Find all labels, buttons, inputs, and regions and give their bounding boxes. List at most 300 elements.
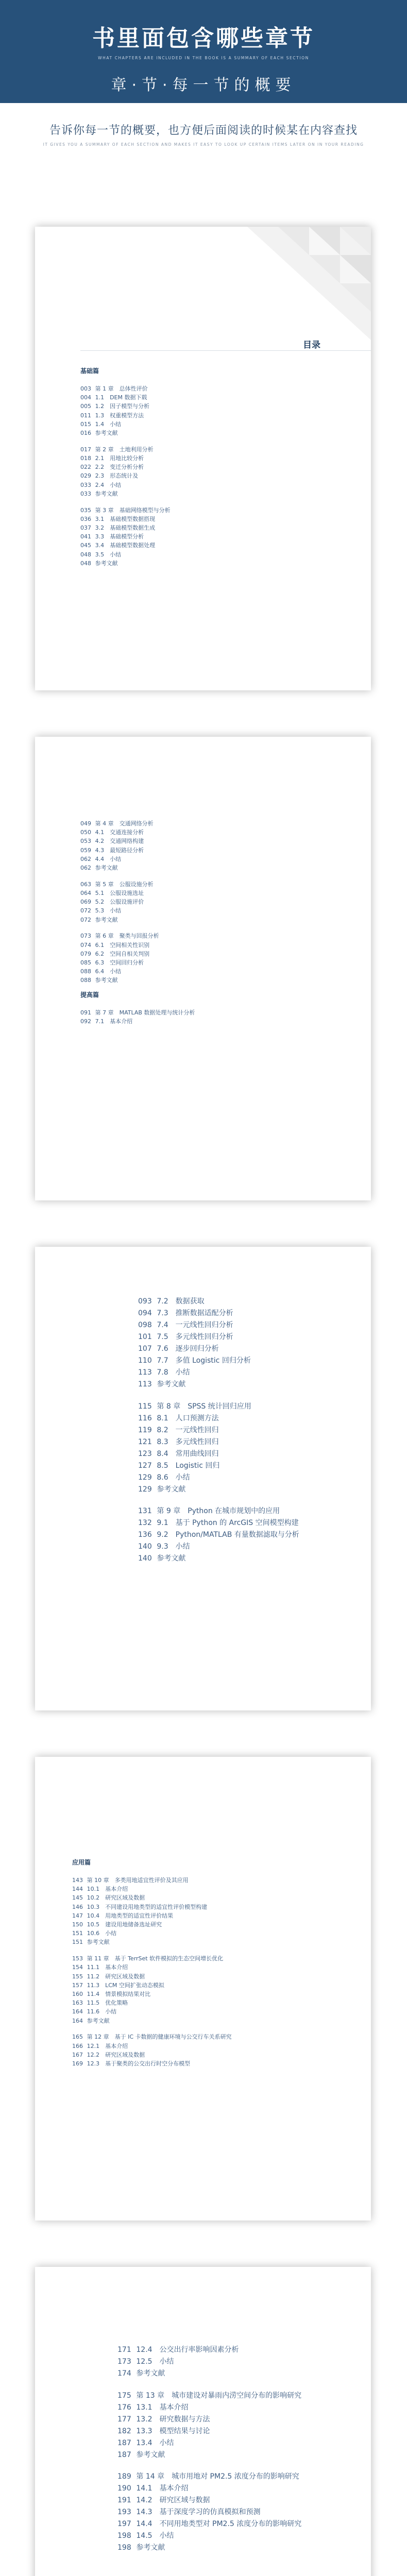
toc-page-number: 198 (117, 2532, 131, 2540)
toc-entry (80, 906, 121, 914)
toc-page-4 (35, 1757, 371, 2221)
toc-page-number: 004 (80, 394, 91, 401)
toc-entry (138, 1319, 233, 1330)
toc-page-number: 176 (117, 2403, 131, 2412)
toc-page-number: 164 (72, 2017, 83, 2024)
toc-page-number: 035 (80, 506, 91, 514)
toc-entry (117, 2356, 174, 2366)
toc-entry-title: 11.1 基本介绍 (87, 1964, 128, 1971)
toc-entry (138, 1505, 280, 1516)
toc-entry (117, 2495, 210, 2505)
toc-entry-title: 13.2 研究数据与方法 (136, 2415, 210, 2424)
toc-entry (80, 837, 144, 845)
toc-page-number: 074 (80, 941, 91, 948)
toc-page-number: 036 (80, 515, 91, 522)
toc-entry-title: 第 4 章 交通网络分析 (95, 820, 154, 827)
toc-page-number: 113 (138, 1380, 152, 1388)
toc-entry-title: 2.1 用地比较分析 (95, 454, 144, 462)
toc-page-1 (35, 227, 371, 690)
toc-entry (138, 1331, 233, 1342)
toc-entry-title: 第 10 章 多类用地适宜性评价及其应用 (87, 1876, 189, 1884)
toc-entry-title: 7.5 多元线性回归分析 (157, 1333, 233, 1341)
toc-entry (80, 550, 121, 558)
toc-entry (72, 1885, 128, 1893)
toc-entry (117, 2344, 239, 2354)
toc-page-3 (35, 1247, 371, 1710)
toc-entry-title: 7.7 多值 Logistic 回归分析 (157, 1357, 251, 1365)
toc-entry-title: 参考文献 (95, 865, 118, 871)
toc-page-number: 048 (80, 560, 91, 567)
toc-entry-title: 7.1 基本介绍 (95, 1018, 133, 1025)
toc-page-number: 150 (72, 1921, 83, 1928)
toc-entry-title: 参考文献 (95, 429, 118, 436)
toc-entry (138, 1436, 219, 1447)
toc-entry (80, 931, 159, 940)
toc-entry-title: 参考文献 (95, 490, 118, 497)
toc-page-number: 116 (138, 1414, 152, 1422)
toc-entry (117, 2437, 174, 2448)
toc-page-number: 093 (138, 1297, 152, 1306)
toc-page-number: 140 (138, 1543, 152, 1551)
toc-entry (117, 2530, 174, 2540)
toc-entry (72, 2016, 110, 2025)
toc-entry (72, 1981, 164, 1989)
toc-page-number: 123 (138, 1449, 152, 1458)
toc-entry-title: 第 11 章 基于 TerrSet 软件模拟的生态空间增长优化 (87, 1955, 224, 1962)
toc-page-number: 048 (80, 551, 91, 558)
toc-entry (72, 2042, 128, 2050)
toc-page-number: 171 (117, 2346, 131, 2354)
toc-entry-title: 7.6 逐步回归分析 (157, 1345, 219, 1353)
toc-page-number: 050 (80, 829, 91, 836)
toc-page-number: 160 (72, 1990, 83, 1997)
banner-title: 书里面包含哪些章节 (92, 25, 315, 52)
toc-entry-title: 5.2 公服设施评价 (95, 899, 144, 906)
toc-entry-title: 9.1 基于 Python 的 ArcGIS 空间模型构建 (157, 1519, 299, 1528)
toc-entry-title: 参考文献 (95, 560, 118, 567)
toc-page-number: 127 (138, 1461, 152, 1470)
toc-page-number: 191 (117, 2496, 131, 2505)
toc-entry-title: 参考文献 (136, 2544, 165, 2552)
toc-entry-title: 8.5 Logistic 回归 (157, 1461, 220, 1470)
toc-page-number: 022 (80, 464, 91, 471)
toc-entry (117, 2506, 261, 2517)
toc-page-number: 157 (72, 1981, 83, 1989)
toc-entry (117, 2483, 189, 2493)
toc-page-number: 041 (80, 533, 91, 540)
toc-entry-title: 第 1 章 总体性评价 (95, 385, 148, 392)
toc-entry (80, 532, 144, 540)
toc-entry (80, 402, 149, 410)
toc-entry-title: 第 8 章 SPSS 统计回归应用 (157, 1402, 251, 1411)
toc-entry (138, 1308, 233, 1318)
toc-entry-title: 10.3 不同建设用地类型的适宜性评价模型构建 (87, 1903, 208, 1910)
toc-page-number: 091 (80, 1009, 91, 1016)
toc-entry-title: 参考文献 (157, 1380, 186, 1388)
toc-entry-title: 1.2 因子模型与分析 (95, 403, 150, 410)
toc-page-number: 069 (80, 899, 91, 906)
toc-entry-title: 8.3 多元线性回归 (157, 1437, 219, 1446)
toc-entry-title: 14.2 研究区域与数据 (136, 2496, 210, 2505)
toc-entry (72, 1998, 128, 2007)
toc-entry (138, 1484, 185, 1494)
toc-page-number: 088 (80, 977, 91, 984)
toc-page-number: 146 (72, 1903, 83, 1910)
toc-entry-title: 第 6 章 聚类与回报分析 (95, 933, 159, 940)
toc-page-number: 017 (80, 446, 91, 453)
toc-page-number: 053 (80, 838, 91, 845)
toc-entry-title: 5.1 公服设施选址 (95, 890, 144, 897)
toc-entry (80, 863, 118, 872)
toc-entry-title: 参考文献 (157, 1554, 186, 1563)
toc-page-2 (35, 737, 371, 1200)
toc-entry-title: 3.2 基础模型数据生成 (95, 524, 156, 531)
toc-page-number: 164 (72, 2008, 83, 2015)
toc-page-number: 151 (72, 1930, 83, 1937)
toc-entry-title: 参考文献 (95, 916, 118, 923)
toc-entry (80, 976, 118, 984)
toc-entry (80, 489, 118, 498)
toc-page-5 (35, 2267, 371, 2576)
toc-entry (72, 1893, 145, 1902)
toc-entry-title: 14.1 基本介绍 (136, 2484, 189, 2493)
toc-page-number: 193 (117, 2508, 131, 2517)
toc-entry (72, 1963, 128, 1971)
toc-page-number: 005 (80, 403, 91, 410)
toc-entry-title: 4.1 交通连接分析 (95, 829, 144, 836)
section-heading: 提高篇 (80, 991, 99, 999)
toc-page-number: 147 (72, 1912, 83, 1919)
toc-entry-title: 11.6 小结 (87, 2008, 117, 2015)
toc-entry (138, 1296, 205, 1306)
toc-entry (117, 2402, 189, 2412)
toc-entry-title: 4.4 小结 (95, 855, 122, 862)
toc-page-number: 163 (72, 1999, 83, 2007)
toc-entry-title: 3.1 基础模型数据搭现 (95, 515, 156, 522)
toc-entry-title: 第 3 章 基础网络模型与分析 (95, 506, 171, 514)
toc-entry-title: 4.3 最短路径分析 (95, 846, 144, 854)
toc-page-number: 029 (80, 472, 91, 480)
toc-entry (72, 1990, 150, 1998)
tagline: 告诉你每一节的概要，也方便后面阅读的时候某在内容查找 (49, 124, 358, 137)
toc-entry-title: 7.4 一元线性回归分析 (157, 1321, 233, 1329)
toc-entry (80, 515, 155, 523)
toc-page-number: 153 (72, 1955, 83, 1962)
toc-page-number: 151 (72, 1939, 83, 1946)
toc-entry-title: 第 12 章 基于 IC 卡数据的健康环境与公交行车关系研究 (87, 2033, 232, 2041)
toc-entry-title: 第 9 章 Python 在城市规划中的应用 (157, 1507, 280, 1516)
toc-page-number: 154 (72, 1964, 83, 1971)
toc-entry-title: 参考文献 (95, 977, 118, 984)
toc-entry (80, 889, 144, 897)
toc-entry (117, 2426, 210, 2436)
toc-page-number: 033 (80, 481, 91, 488)
toc-entry-title: 7.2 数据获取 (157, 1297, 205, 1306)
toc-entry-title: 2.3 形态统计及 (95, 472, 139, 480)
toc-entry-title: 12.5 小结 (136, 2358, 174, 2366)
toc-entry (72, 1929, 116, 1937)
toc-entry-title: 参考文献 (157, 1485, 186, 1494)
toc-entry (80, 897, 144, 906)
toc-entry (117, 2542, 165, 2552)
toc-page-number: 092 (80, 1018, 91, 1025)
toc-entry (72, 1876, 189, 1884)
toc-entry-title: 5.3 小结 (95, 907, 122, 914)
toc-entry-title: 14.4 不同用地类型对 PM2.5 浓度分布的影响研究 (136, 2520, 302, 2529)
toc-page-number: 129 (138, 1473, 152, 1482)
toc-page-number: 062 (80, 865, 91, 871)
toc-page-number: 115 (138, 1402, 152, 1411)
toc-entry-title: 13.4 小结 (136, 2438, 174, 2447)
toc-page-number: 072 (80, 916, 91, 923)
toc-entry (72, 2059, 190, 2067)
toc-entry-title: 2.4 小结 (95, 481, 122, 488)
toc-page-number: 187 (117, 2438, 131, 2447)
toc-page-number: 113 (138, 1368, 152, 1377)
toc-entry (80, 420, 121, 428)
toc-page-number: 107 (138, 1345, 152, 1353)
toc-page-number: 174 (117, 2369, 131, 2378)
toc-entry-title: 6.4 小结 (95, 968, 122, 975)
toc-entry (117, 2390, 301, 2400)
toc-page-number: 173 (117, 2358, 131, 2366)
toc-entry (80, 1017, 132, 1025)
toc-entry (138, 1553, 185, 1563)
toc-entry-title: 3.3 基础模型分析 (95, 533, 144, 540)
toc-title: 目录 (303, 340, 320, 350)
divider (80, 350, 371, 351)
toc-entry-title: 第 2 章 土地利用分析 (95, 446, 154, 453)
toc-entry-title: 参考文献 (136, 2450, 165, 2459)
toc-page-number: 190 (117, 2484, 131, 2493)
toc-entry-title: 7.3 推断数据适配分析 (157, 1309, 233, 1317)
toc-page-number: 062 (80, 855, 91, 862)
toc-entry-title: 11.4 情景模拟结果对比 (87, 1990, 151, 1997)
toc-entry (138, 1425, 219, 1435)
banner-subtitle-en: WHAT CHAPTERS ARE INCLUDED IN THE BOOK IS A SUMMARY OF EACH SECTION (98, 56, 309, 60)
toc-entry-title: 11.2 研究区域及数据 (87, 1973, 145, 1980)
toc-entry (72, 2032, 232, 2041)
toc-page-number: 166 (72, 2042, 83, 2049)
header-banner (0, 0, 407, 103)
triangle-decoration-icon (247, 227, 371, 340)
toc-page-number: 101 (138, 1333, 152, 1341)
toc-entry (80, 828, 144, 836)
toc-entry-title: 第 7 章 MATLAB 数据处理与统计分析 (95, 1009, 195, 1016)
toc-entry (117, 2368, 165, 2378)
toc-entry-title: 13.1 基本介绍 (136, 2403, 189, 2412)
toc-entry-title: 12.1 基本介绍 (87, 2042, 128, 2049)
toc-entry (80, 855, 121, 863)
toc-entry (80, 819, 154, 827)
toc-entry (138, 1401, 251, 1411)
toc-page-number: 121 (138, 1437, 152, 1446)
toc-entry (138, 1355, 251, 1365)
toc-page-number: 033 (80, 490, 91, 497)
toc-entry-title: 参考文献 (136, 2369, 165, 2378)
toc-entry (72, 2050, 145, 2059)
toc-page-number: 136 (138, 1531, 152, 1539)
toc-entry-title: 2.2 变迁分析分析 (95, 464, 144, 471)
toc-entry-title: 11.5 优化策略 (87, 1999, 128, 2007)
toc-entry (72, 1938, 110, 1946)
toc-page-number: 018 (80, 454, 91, 462)
toc-entry-title: 12.4 公交出行率影响因素分析 (136, 2346, 239, 2354)
toc-entry-title: 14.5 小结 (136, 2532, 174, 2540)
toc-entry (80, 1008, 195, 1016)
toc-entry (138, 1541, 190, 1551)
toc-page-number: 063 (80, 880, 91, 888)
toc-entry (72, 1920, 162, 1928)
toc-entry-title: 参考文献 (87, 1939, 110, 1946)
toc-entry-title: 4.2 交通网络构建 (95, 838, 144, 845)
toc-entry-title: 10.5 建设用地储备选址研究 (87, 1921, 162, 1928)
toc-entry (117, 2414, 210, 2424)
toc-entry-title: 12.3 基于聚类的公交出行时空分布模型 (87, 2060, 191, 2067)
toc-entry (80, 916, 118, 924)
toc-entry (138, 1529, 299, 1539)
toc-entry (80, 454, 144, 462)
toc-page-number: 003 (80, 385, 91, 392)
toc-entry (80, 967, 121, 975)
toc-page-number: 015 (80, 420, 91, 428)
section-heading: 应用篇 (72, 1859, 91, 1866)
toc-entry (138, 1367, 190, 1377)
toc-entry (138, 1379, 185, 1389)
toc-entry (138, 1472, 190, 1482)
toc-entry-title: 7.8 小结 (157, 1368, 190, 1377)
toc-entry (80, 523, 155, 532)
toc-entry (72, 1903, 207, 1911)
toc-entry (80, 541, 155, 549)
toc-page-number: 145 (72, 1894, 83, 1902)
toc-page-number: 129 (138, 1485, 152, 1494)
toc-entry (138, 1413, 219, 1423)
toc-entry (138, 1343, 219, 1353)
toc-entry-title: 9.2 Python/MATLAB 有量数据滤取与分析 (157, 1531, 299, 1539)
toc-page-number: 098 (138, 1321, 152, 1329)
toc-page-number: 182 (117, 2427, 131, 2435)
toc-page-number: 155 (72, 1973, 83, 1980)
toc-entry (80, 384, 148, 393)
toc-page-number: 059 (80, 846, 91, 854)
toc-entry-title: 10.4 用地类型的适宜性评价结果 (87, 1912, 174, 1919)
section-heading: 基础篇 (80, 367, 99, 375)
toc-page-number: 088 (80, 968, 91, 975)
toc-entry-title: 1.4 小结 (95, 420, 122, 428)
toc-entry-title: 8.2 一元线性回归 (157, 1426, 219, 1434)
toc-page-number: 131 (138, 1507, 152, 1516)
toc-entry-title: 6.1 空间相关性识别 (95, 941, 150, 948)
toc-entry (80, 880, 154, 888)
toc-entry (80, 846, 144, 854)
toc-entry-title: 第 14 章 城市用地对 PM2.5 浓度分布的影响研究 (136, 2472, 299, 2481)
toc-entry-title: 3.4 基础模型数据处理 (95, 542, 156, 549)
toc-entry-title: 14.3 基于深度学习的仿真模拟和预测 (136, 2508, 261, 2517)
banner-subtitle: 章·节·每一节的概要 (111, 76, 296, 94)
toc-entry (117, 2518, 301, 2529)
toc-entry (138, 1517, 299, 1528)
toc-entry-title: 8.4 常用曲线回归 (157, 1449, 219, 1458)
toc-entry (117, 2449, 165, 2460)
toc-entry-title: 9.3 小结 (157, 1543, 190, 1551)
toc-page-number: 169 (72, 2060, 83, 2067)
toc-page-number: 094 (138, 1309, 152, 1317)
toc-entry (117, 2471, 299, 2481)
toc-page-number: 132 (138, 1519, 152, 1528)
toc-entry (80, 429, 118, 437)
toc-entry-title: 第 13 章 城市建设对暴雨内涝空间分布的影响研究 (136, 2391, 302, 2400)
toc-entry (80, 393, 147, 401)
toc-page-number: 110 (138, 1357, 152, 1365)
toc-page-number: 197 (117, 2520, 131, 2529)
toc-entry (80, 941, 149, 949)
toc-entry (80, 411, 144, 419)
toc-page-number: 037 (80, 524, 91, 531)
toc-page-number: 165 (72, 2033, 83, 2041)
toc-page-number: 011 (80, 412, 91, 419)
toc-entry (80, 559, 118, 567)
toc-entry-title: 6.3 空间回归分析 (95, 959, 144, 967)
toc-entry (72, 1954, 223, 1962)
toc-page-number: 140 (138, 1554, 152, 1563)
toc-page-number: 064 (80, 890, 91, 897)
toc-entry (80, 463, 144, 471)
toc-entry-title: 第 5 章 公服设施分析 (95, 880, 154, 888)
toc-page-number: 198 (117, 2544, 131, 2552)
toc-entry-title: 10.1 基本介绍 (87, 1886, 128, 1893)
toc-entry-title: 3.5 小结 (95, 551, 122, 558)
toc-entry-title: 1.3 权重模型方法 (95, 412, 144, 419)
toc-entry (138, 1460, 219, 1470)
toc-entry-title: 8.6 小结 (157, 1473, 190, 1482)
toc-page-number: 016 (80, 429, 91, 436)
toc-page-number: 189 (117, 2472, 131, 2481)
toc-entry-title: 6.2 空间自相关判别 (95, 950, 150, 957)
toc-entry-title: 12.2 研究区域及数据 (87, 2051, 145, 2058)
toc-page-number: 049 (80, 820, 91, 827)
toc-page-number: 045 (80, 542, 91, 549)
toc-page-number: 187 (117, 2450, 131, 2459)
toc-entry (72, 2007, 116, 2015)
toc-page-number: 143 (72, 1876, 83, 1884)
toc-page-number: 175 (117, 2391, 131, 2400)
toc-entry-title: 11.3 LCM 空间扩张动态模拟 (87, 1981, 164, 1989)
toc-entry (138, 1448, 219, 1459)
toc-page-number: 144 (72, 1886, 83, 1893)
toc-entry (80, 506, 171, 514)
toc-entry (80, 471, 138, 480)
toc-entry (80, 481, 121, 489)
toc-entry (80, 958, 144, 967)
toc-entry (80, 445, 154, 453)
toc-page-number: 167 (72, 2051, 83, 2058)
toc-entry-title: 10.6 小结 (87, 1930, 117, 1937)
toc-page-number: 079 (80, 950, 91, 957)
toc-entry-title: 13.3 模型结果与讨论 (136, 2427, 210, 2435)
toc-entry (80, 950, 149, 958)
toc-page-number: 073 (80, 933, 91, 940)
toc-page-number: 119 (138, 1426, 152, 1434)
tagline-en: IT GIVES YOU A SUMMARY OF EACH SECTION AND MAKES IT EASY TO LOOK UP CERTAIN ITEMS LATER ON IN YOUR READING (43, 142, 364, 147)
toc-page-number: 177 (117, 2415, 131, 2424)
toc-page-number: 072 (80, 907, 91, 914)
toc-entry-title: 参考文献 (87, 2017, 110, 2024)
toc-entry-title: 8.1 人口预测方法 (157, 1414, 219, 1422)
toc-entry-title: 1.1 DEM 数据下载 (95, 394, 147, 401)
toc-entry-title: 10.2 研究区域及数据 (87, 1894, 145, 1902)
toc-page-number: 085 (80, 959, 91, 967)
